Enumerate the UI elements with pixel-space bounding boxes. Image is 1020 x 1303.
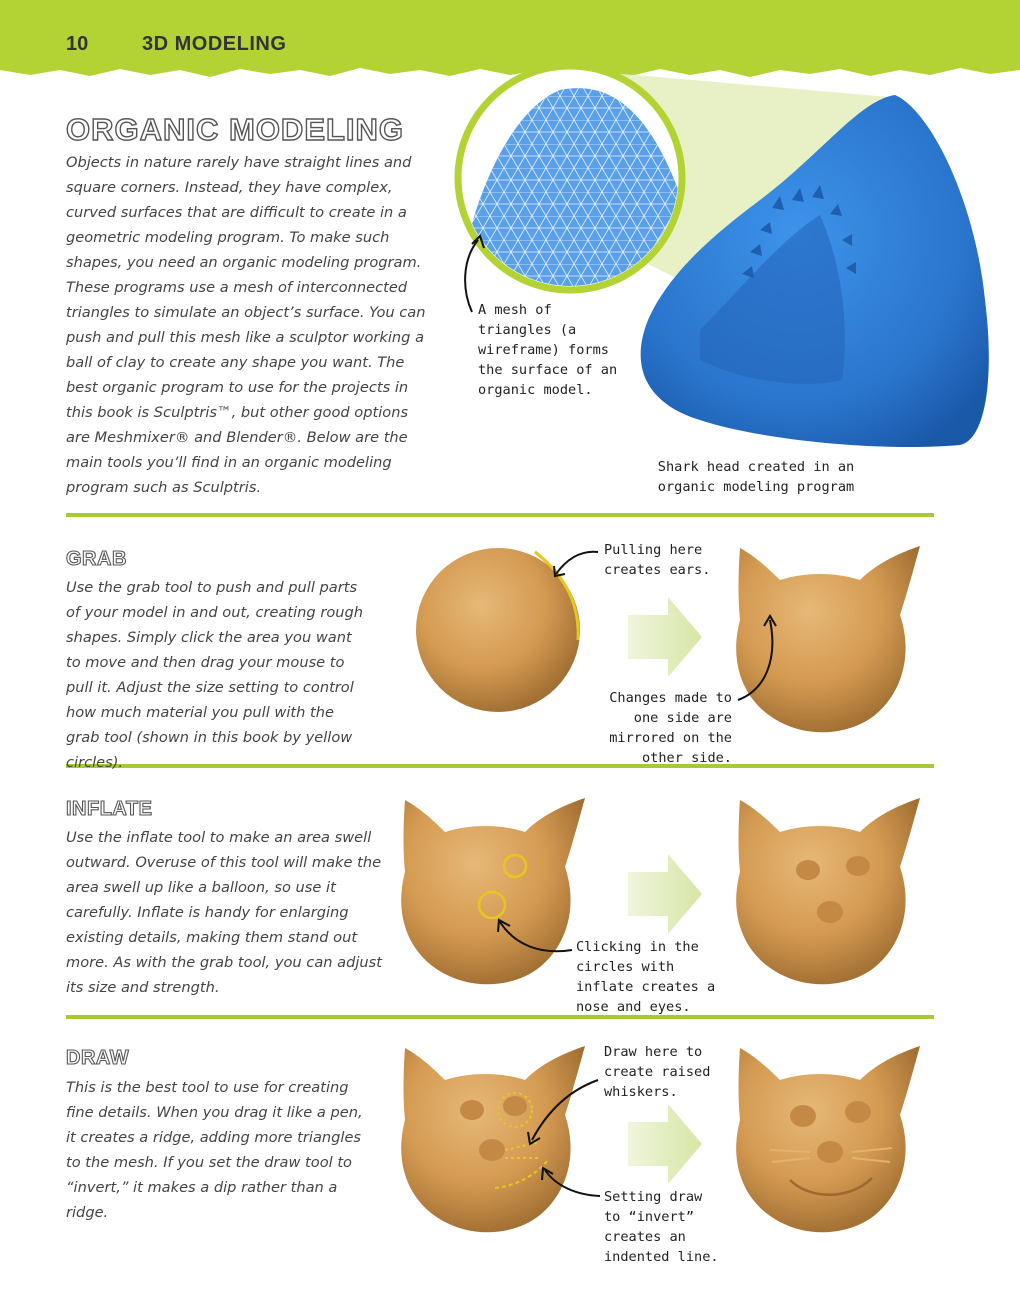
divider — [66, 513, 934, 517]
section-name: 3D MODELING — [142, 33, 287, 55]
section-title-grab: GRAB — [66, 548, 127, 570]
intro-paragraph: Objects in nature rarely have straight lines and square corners. Instead, they have complex, curved surfaces that are difficult to create in a geometric modeling program. To make such shapes, you need an organic modeling program. These programs use a mesh of interconnected triangles to simulate an object’s surface. You can push and pull this mesh like a sculptor working a ball of clay to create any shape you want. The best organic program to use for the projects in this book is Sculptris™, but other good options are Meshmixer® and Blender®. Below are the main tools you’ll find in an organic modeling program such as Sculptris. — [66, 154, 426, 496]
draw-here-caption: Draw here to create raised whiskers. — [604, 1044, 711, 1100]
section-text-draw: This is the best tool to use for creating fine details. When you drag it like a pen, it creates a ridge, adding more triangles to the mesh. If you set the draw tool to “invert,” it makes a dip rather than a ridge. — [66, 1079, 363, 1221]
mesh-caption: A mesh of triangles (a wireframe) forms the surface of an organic model. — [478, 302, 618, 398]
pulling-caption: Pulling here creates ears. — [604, 542, 711, 578]
section-title-inflate: INFLATE — [66, 798, 153, 820]
page-title: ORGANIC MODELING — [66, 112, 405, 147]
section-title-draw: DRAW — [66, 1047, 130, 1069]
section-text-grab: Use the grab tool to push and pull parts of your model in and out, creating rough shapes. Simply click the area you want to move and then drag your mouse to pull it. Adjust the size setting to control how much material you pull with the grab tool (shown in this book by yellow circles). — [66, 579, 364, 771]
page-number: 10 — [66, 33, 89, 55]
section-text-inflate: Use the inflate tool to make an area swell outward. Overuse of this tool will make the area swell up like a balloon, so use it carefully. Inflate is handy for enlarging existing details, making them stand out more. As with the grab tool, you can adjust its size and strength. — [66, 829, 382, 996]
invert-caption: Setting draw to “invert” creates an indented line. — [604, 1189, 719, 1265]
divider — [66, 1015, 934, 1019]
cat-head-ears — [736, 546, 920, 732]
mesh-wireframe-image — [458, 66, 682, 290]
inflate-caption: Clicking in the circles with inflate creates a nose and eyes. — [576, 939, 716, 1015]
cat-head-face — [736, 798, 920, 984]
shark-caption: Shark head created in an organic modeling program — [657, 459, 855, 495]
mirrored-caption: Changes made to one side are mirrored on the other side. — [609, 690, 732, 766]
cat-head-whiskers — [736, 1046, 920, 1232]
cat-head-draw — [401, 1046, 585, 1232]
cat-head-inflate — [401, 798, 585, 984]
